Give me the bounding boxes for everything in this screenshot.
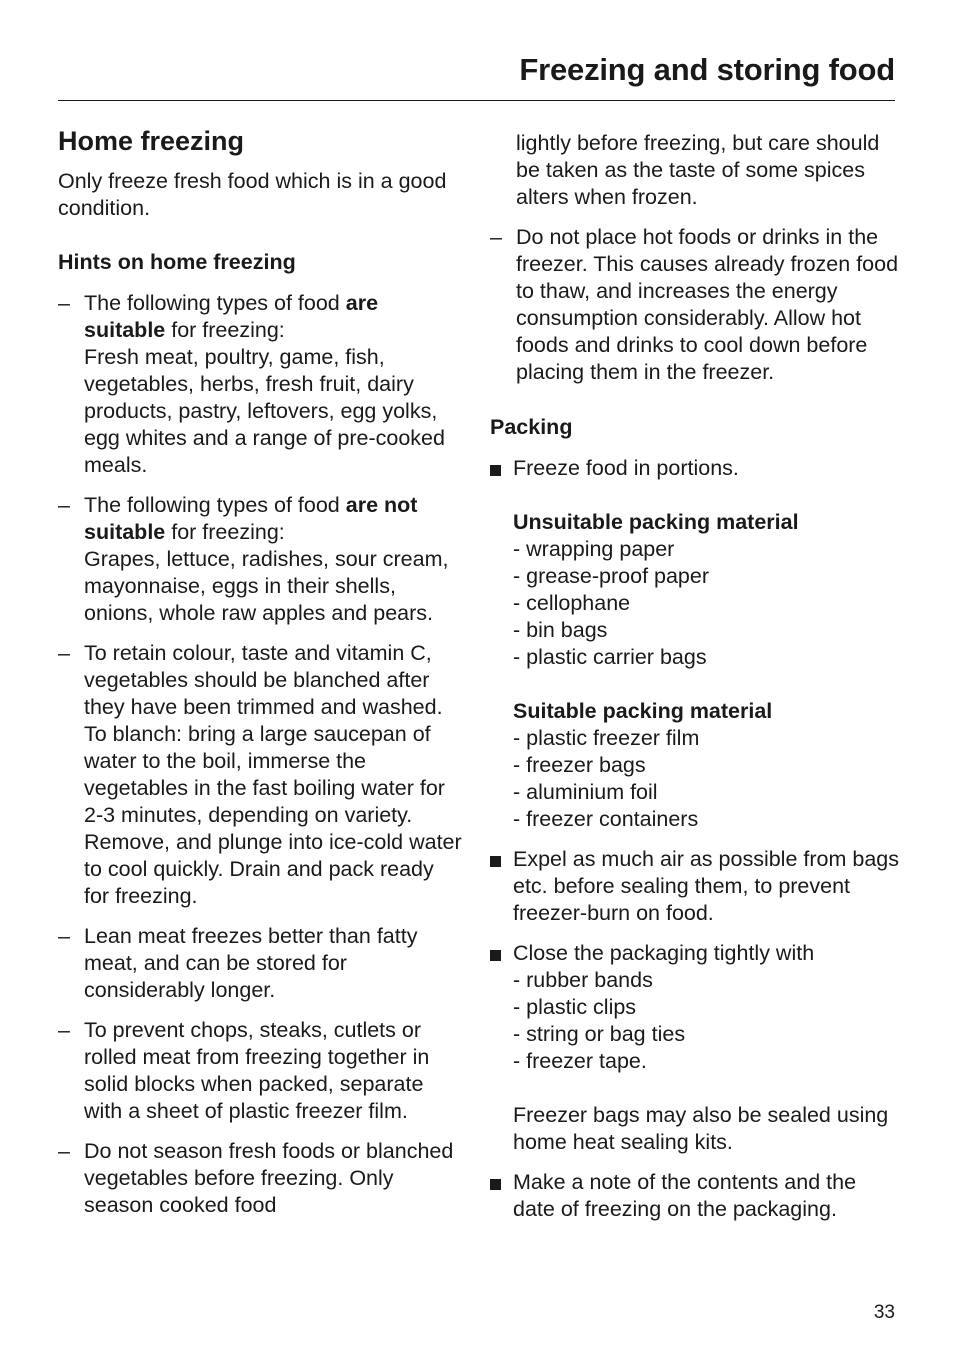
dash-marker: – bbox=[58, 291, 70, 315]
hints-heading: Hints on home freezing bbox=[58, 250, 296, 274]
dash-marker: – bbox=[58, 1139, 70, 1163]
hint-suitable bbox=[58, 290, 462, 479]
list-item: - plastic freezer film bbox=[513, 726, 700, 750]
hint-hot-foods bbox=[490, 224, 900, 386]
list-item: - plastic clips bbox=[513, 995, 637, 1019]
dash-marker: – bbox=[490, 225, 502, 249]
pack-note: Freezer bags may also be sealed using home heat sealing kits. bbox=[513, 1103, 889, 1154]
section-title: Home freezing bbox=[58, 126, 245, 156]
page-title: Freezing and storing food bbox=[519, 52, 895, 87]
pack-close-tightly bbox=[490, 940, 900, 1156]
list-item: - aluminium foil bbox=[513, 780, 658, 804]
hint-not-suitable bbox=[58, 492, 462, 627]
dash-marker: – bbox=[58, 493, 70, 517]
hint-seasoning-continued: lightly before freezing, but care should be taken as the taste of some spices alters when frozen. bbox=[516, 131, 880, 209]
list-item: - grease-proof paper bbox=[513, 564, 709, 588]
hint-lean-meat bbox=[58, 923, 462, 1004]
hint-separate-meat bbox=[58, 1017, 462, 1125]
hint-detail: To blanch: bring a large saucepan of water to the boil, immerse the vegetables in the fast boiling water for 2-3 minutes, depending on variety. Remove, and plunge into ice-cold water to cool quickly. Drain and pack ready for freezing. bbox=[84, 722, 462, 908]
hint-detail: Grapes, lettuce, radishes, sour cream, mayonnaise, eggs in their shells, onions, whole raw apples and pears. bbox=[84, 547, 449, 625]
pack-portions bbox=[490, 455, 900, 833]
hint-emphasis: are not suitable bbox=[84, 493, 418, 544]
list-item: - rubber bands bbox=[513, 968, 653, 992]
unsuitable-materials bbox=[513, 509, 900, 671]
hint-text: Do not season fresh foods or blanched vegetables before freezing. Only season cooked food bbox=[84, 1139, 454, 1217]
pack-text: Freeze food in portions. bbox=[513, 456, 739, 480]
dash-marker: – bbox=[58, 1018, 70, 1042]
right-column bbox=[490, 130, 900, 1236]
page-number: 33 bbox=[873, 1302, 895, 1323]
unsuitable-title: Unsuitable packing material bbox=[513, 510, 799, 534]
pack-text: Make a note of the contents and the date of freezing on the packaging. bbox=[513, 1170, 857, 1221]
hint-text: Do not place hot foods or drinks in the freezer. This causes already frozen food to thaw, and increases the energy consumption considerably. Allow hot foods and drinks to cool down before placing them in the freezer. bbox=[516, 225, 899, 384]
hint-text: for freezing: bbox=[165, 520, 285, 544]
pack-expel-air bbox=[490, 846, 900, 927]
hint-text: The following types of food bbox=[84, 493, 346, 517]
bullet-square-icon bbox=[490, 950, 501, 961]
list-item: - bin bags bbox=[513, 618, 608, 642]
header-divider bbox=[58, 100, 895, 101]
hint-emphasis: are suitable bbox=[84, 291, 379, 342]
hint-text: To retain colour, taste and vitamin C, vegetables should be blanched after they have been trimmed and washed. bbox=[84, 641, 443, 719]
pack-text: Close the packaging tightly with bbox=[513, 941, 815, 965]
suitable-materials bbox=[513, 698, 900, 833]
bullet-square-icon bbox=[490, 1179, 501, 1190]
hint-detail: Fresh meat, poultry, game, fish, vegetables, herbs, fresh fruit, dairy products, pastry, leftovers, egg yolks, egg whites and a range of pre-cooked meals. bbox=[84, 345, 445, 477]
suitable-title: Suitable packing material bbox=[513, 699, 773, 723]
packing-heading: Packing bbox=[490, 415, 573, 439]
list-item: - freezer containers bbox=[513, 807, 699, 831]
left-column bbox=[58, 125, 462, 1232]
pack-text: Expel as much air as possible from bags etc. before sealing them, to prevent freezer-burn on food. bbox=[513, 847, 899, 925]
intro-text: Only freeze fresh food which is in a good condition. bbox=[58, 169, 447, 220]
list-item: - plastic carrier bags bbox=[513, 645, 707, 669]
list-item: - string or bag ties bbox=[513, 1022, 686, 1046]
hint-text: Lean meat freezes better than fatty meat, and can be stored for considerably longer. bbox=[84, 924, 418, 1002]
hint-text: To prevent chops, steaks, cutlets or rolled meat from freezing together in solid blocks when packed, separate with a sheet of plastic freezer film. bbox=[84, 1018, 430, 1123]
list-item: - freezer bags bbox=[513, 753, 646, 777]
bullet-square-icon bbox=[490, 856, 501, 867]
hint-seasoning bbox=[58, 1138, 462, 1219]
hint-text: for freezing: bbox=[165, 318, 285, 342]
dash-marker: – bbox=[58, 641, 70, 665]
bullet-square-icon bbox=[490, 465, 501, 476]
list-item: - freezer tape. bbox=[513, 1049, 647, 1073]
hint-blanching bbox=[58, 640, 462, 910]
list-item: - wrapping paper bbox=[513, 537, 675, 561]
list-item: - cellophane bbox=[513, 591, 631, 615]
pack-label bbox=[490, 1169, 900, 1223]
hint-text: The following types of food bbox=[84, 291, 346, 315]
dash-marker: – bbox=[58, 924, 70, 948]
